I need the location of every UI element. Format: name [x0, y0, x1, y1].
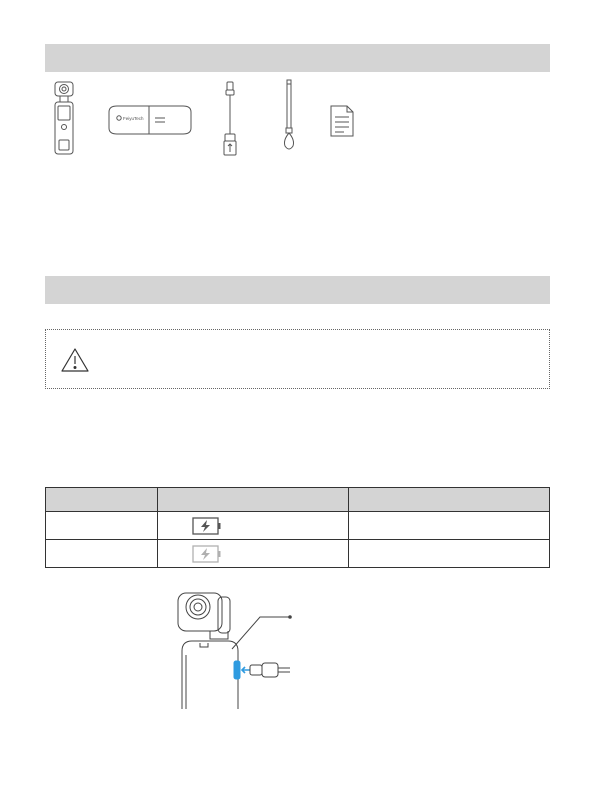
status-cell — [46, 512, 158, 540]
battery-charging-icon — [192, 516, 222, 536]
protective-case-illustration — [105, 104, 195, 141]
document-icon — [328, 104, 356, 138]
table-header — [157, 488, 349, 512]
table-row — [46, 540, 550, 568]
table-row — [46, 512, 550, 540]
charging-port-diagram — [160, 585, 310, 720]
status-cell — [46, 540, 158, 568]
insert-arrow — [242, 667, 250, 673]
gimbal-camera-illustration — [52, 80, 76, 161]
handle-body — [182, 641, 238, 709]
table-header-row — [46, 488, 550, 512]
usb-cable-illustration — [222, 80, 238, 163]
case-icon — [105, 104, 195, 136]
lanyard-icon — [281, 78, 297, 154]
table-header — [46, 488, 158, 512]
usb-c-cable-icon — [222, 80, 238, 158]
section-header-charging — [45, 276, 550, 304]
usb-c-plug — [250, 663, 290, 677]
lanyard-illustration — [281, 78, 297, 159]
warning-triangle-icon — [60, 347, 90, 373]
usb-c-port — [234, 661, 240, 679]
pocket-gimbal-icon — [52, 80, 76, 156]
section-header-box-contents — [45, 44, 550, 72]
case-brand-text: FeiyuTech — [123, 116, 144, 121]
icon-cell — [157, 540, 349, 568]
charging-indicator-table — [45, 487, 550, 568]
meaning-cell — [349, 540, 550, 568]
table-header — [349, 488, 550, 512]
callout-line — [232, 617, 290, 649]
battery-charged-icon — [192, 544, 222, 564]
document-illustration — [328, 104, 356, 143]
meaning-cell — [349, 512, 550, 540]
warning-box — [45, 329, 550, 389]
camera-head — [178, 593, 230, 639]
icon-cell — [157, 512, 349, 540]
